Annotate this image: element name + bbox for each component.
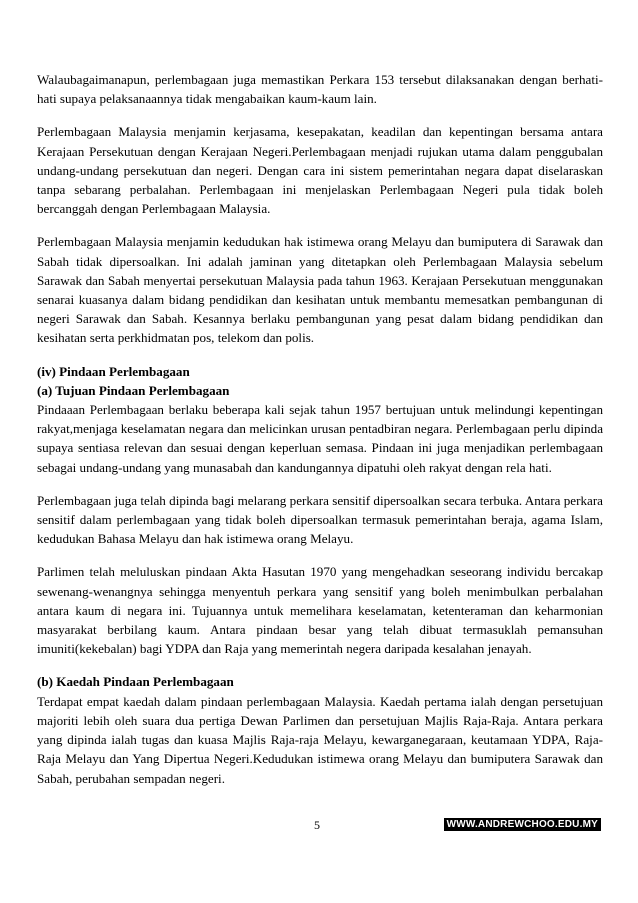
paragraph-amendment-methods: Terdapat empat kaedah dalam pindaan perlembagaan Malaysia. Kaedah pertama ialah dengan persetujuan majoriti lebih oleh suara dua pertiga Dewan Parlimen dan persetujuan Majlis Raja-Raja. Antara perkara yang dipinda ialah tugas dan kuasa Majlis Raja-raja Melayu, kewarganegaraan, keutamaan YDPA, Raja-Raja Melayu dan Yang Dipertua Negeri.Kedudukan istimewa orang Melayu dan bumiputera Sarawak dan Sabah, perubahan sempadan negeri. — [37, 693, 603, 786]
website-badge[interactable]: WWW.ANDREWCHOO.EDU.MY — [444, 818, 601, 831]
paragraph-sensitive-matters: Perlembagaan juga telah dipinda bagi melarang perkara sensitif dipersoalkan secara terbuka. Antara perkara sensitif dalam perlembagaan yang tidak boleh dipersoalkan termasuk pemerintahan beraja, agama Islam, kedudukan Bahasa Melayu dan hak istimewa orang Melayu. — [37, 492, 603, 547]
subheading-amendment-purpose: (a) Tujuan Pindaan Perlembagaan — [37, 382, 230, 398]
section-heading-amendment: (iv) Pindaan Perlembagaan — [37, 363, 190, 379]
paragraph-amendment-purpose: Pindaaan Perlembagaan berlaku beberapa kali sejak tahun 1957 bertujuan untuk melindungi kepentingan rakyat,menjaga keselamatan negara dan melicinkan urusan pentadbiran negara. Perlembagaan perlu dipinda supaya sentiasa relevan dan sesuai dengan keperluan semasa. Pindaan ini juga menjadikan perlembagaan sebagai undang-undang yang munasabah dan kandungannya dipatuhi oleh rakyat dengan rela hati. — [37, 402, 603, 475]
paragraph-sedition-act: Parlimen telah meluluskan pindaan Akta Hasutan 1970 yang mengehadkan seseorang individu bercakap sewenang-wenangnya sehingga menyentuh perkara yang sensitif yang boleh menimbulkan perbalahan antara kaum di negara ini. Tujuannya untuk memelihara keselamatan, ketenteraman dan keharmonian masyarakat berbilang kaum. Antara pindaan besar yang telah dibuat termasuklah pemansuhan imuniti(kekebalan) bagi YDPA dan Raja yang memerintah negera daripada kesalahan jenayah. — [37, 564, 603, 657]
paragraph-article-153: Walaubagaimanapun, perlembagaan juga memastikan Perkara 153 tersebut dilaksanakan dengan berhati-hati supaya pelaksanaannya tidak mengabaikan kaum-kaum lain. — [37, 72, 603, 107]
paragraph-federal-state-cooperation: Perlembagaan Malaysia menjamin kerjasama, kesepakatan, keadilan dan kepentingan bersama antara Kerajaan Persekutuan dengan Kerajaan Negeri.Perlembagaan menjadi rujukan utama dalam penggubalan undang-undang persekutuan dan negeri. Dengan cara ini sistem pemerintahan negara dapat diselaraskan tanpa sebarang perbalahan. Perlembagaan ini menjelaskan Perlembagaan Negeri pula tidak boleh bercanggah dengan Perlembagaan Malaysia. — [37, 124, 603, 217]
page-footer — [0, 817, 638, 833]
paragraph-sabah-sarawak-rights: Perlembagaan Malaysia menjamin kedudukan hak istimewa orang Melayu dan bumiputera di Sarawak dan Sabah tidak dipersoalkan. Ini adalah jaminan yang ditetapkan oleh Perlembagaan Malaysia sebelum Sarawak dan Sabah menyertai persekutuan Malaysia pada tahun 1963. Kerajaan Persekutuan menggunakan senarai kuasanya dalam bidang pendidikan dan kesihatan untuk membantu memesatkan pembangunan di negeri Sarawak dan Sabah. Kesannya berlaku pembangunan yang pesat dalam bidang pendidikan dan kesihatan serta perkhidmatan pos, telekom dan polis. — [37, 234, 603, 346]
page-number: 5 — [314, 818, 320, 832]
document-page — [37, 70, 603, 788]
subheading-amendment-methods: (b) Kaedah Pindaan Perlembagaan — [37, 674, 234, 690]
